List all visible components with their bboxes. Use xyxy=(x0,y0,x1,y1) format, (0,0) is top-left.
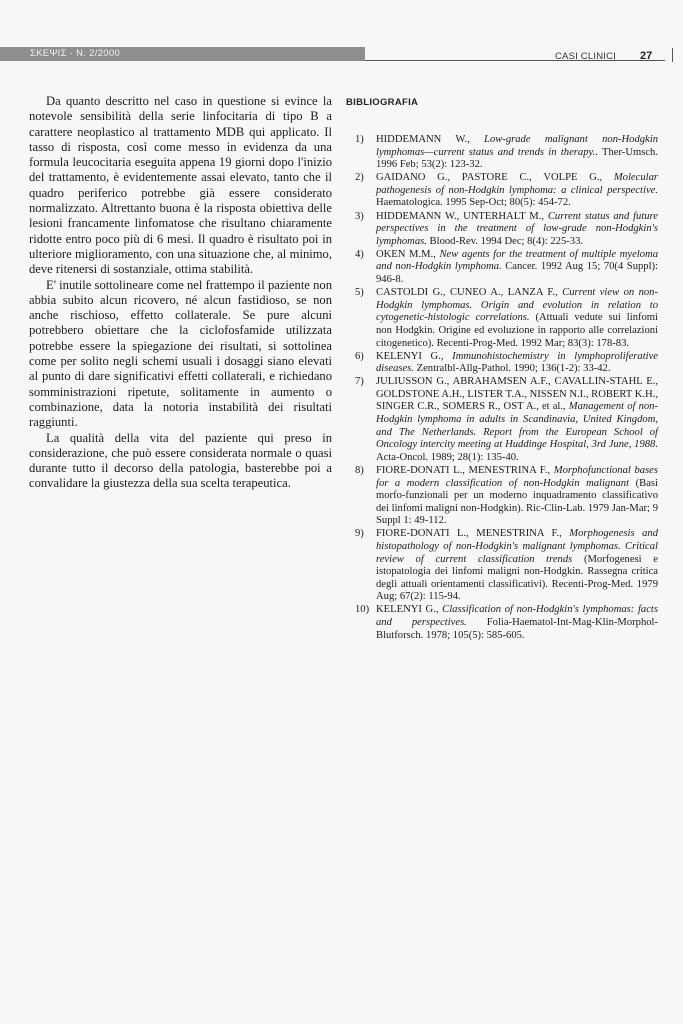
reference-source: . Ther-Umsch. 1996 Feb; 53(2): 123-32. xyxy=(376,146,658,171)
header-edge-mark xyxy=(672,48,673,62)
reference-number: 6) xyxy=(355,350,364,362)
reference-title: Immunohistochemistry in lymphoproliferative diseases. xyxy=(376,350,658,375)
reference-source: Acta-Oncol. 1989; 28(1): 135-40. xyxy=(376,451,519,463)
reference-authors: JULIUSSON G., ABRAHAMSEN A.F., CAVALLIN-STAHL E., GOLDSTONE A.H., LISTER T.A., NISSEN N.I., ROBERT K.H., SINGER C.R., SOMERS R., OST A., et al., xyxy=(376,376,658,413)
reference-item xyxy=(346,134,658,172)
body-text-column xyxy=(29,94,332,492)
reference-item xyxy=(346,172,658,210)
reference-authors: GAIDANO G., PASTORE C., VOLPE G., xyxy=(376,172,614,184)
reference-number: 3) xyxy=(355,210,364,222)
reference-source: Blood-Rev. 1994 Dec; 8(4): 225-33. xyxy=(426,235,584,247)
reference-source: Zentralbl-Allg-Pathol. 1990; 136(1-2): 33-42. xyxy=(413,363,611,375)
reference-source: (Basi morfo-funzionali per un moderno inquadramento classificativo dei linfomi maligni non-Hodgkin). Ric-Clin-Lab. 1979 Jan-Mar; 9 Suppl 1: 49-112. xyxy=(376,477,658,527)
reference-authors: FIORE-DONATI L., MENESTRINA F., xyxy=(376,528,570,540)
reference-title: Current view on non-Hodgkin lymphomas. Origin and evolution in relation to cytogenetic-histologic correlations. xyxy=(376,287,658,324)
reference-source: (Attuali vedute sui linfomi non Hodgkin. Origine ed evoluzione in rapporto alle correlazioni citogenetico). Recenti-Prog-Med. 1992 Mar; 83(3): 178-83. xyxy=(376,312,658,349)
reference-number: 1) xyxy=(355,134,364,145)
bibliography-heading: BIBLIOGRAFIA xyxy=(346,97,419,108)
reference-title: Classification of non-Hodgkin's lymphomas: facts and perspectives. xyxy=(376,604,659,629)
reference-title: Low-grade malignant non-Hodgkin lymphomas—current status and trends in therapy. xyxy=(376,134,658,158)
reference-authors: OKEN M.M., xyxy=(376,248,440,260)
header-rule xyxy=(365,60,665,61)
reference-list xyxy=(346,134,658,642)
reference-number: 4) xyxy=(355,248,364,260)
reference-item xyxy=(346,465,658,528)
reference-item xyxy=(346,376,658,464)
body-paragraph: La qualità della vita del paziente qui preso in considerazione, che può essere considerata normale o quasi durante tutto il decorso della patologia, basterebbe poi a convalidare la giustezza della sua scelta terapeutica. xyxy=(29,430,332,491)
reference-authors: FIORE-DONATI L., MENESTRINA F., xyxy=(376,464,554,476)
body-paragraph: Da quanto descritto nel caso in questione si evince la notevole sensibilità della serie linfocitaria di tipo B a carattere neoplastico al trattamento MDB qui applicato. Il tasso di risposta, così come messo in evidenza da una formula leucocitaria eseguita appena 19 giorni dopo l'inizio del trattamento, è evidentemente assai elevato, tanto che il quadro periferico potrebbe già essere considerato normalizzato. Altrettanto buona è la risposta obiettiva delle lesioni francamente linfomatose che risultano chiaramente ridotte entro poco più di 6 mesi. Il quadro è risultato poi in ulteriore miglioramento, con una situazione che, al minimo, deve ritenersi di sostanziale, ottima stabilità. xyxy=(29,94,332,277)
reference-number: 9) xyxy=(355,528,364,540)
reference-source: Cancer. 1992 Aug 15; 70(4 Suppl): 946-8. xyxy=(376,261,659,286)
bibliography-column xyxy=(346,97,658,643)
reference-title: Morphogenesis and histopathology of non-Hodgkin's malignant lymphomas. Critical review of current classification trends xyxy=(376,528,658,565)
reference-source: Folia-Haematol-Int-Mag-Klin-Morphol-Blutforsch. 1978; 105(5): 585-605. xyxy=(376,617,659,641)
section-title: CASI CLINICI xyxy=(555,51,616,62)
reference-number: 8) xyxy=(355,464,364,476)
reference-title: Morphofunctional bases for a modern classification of non-Hodgkin malignant xyxy=(376,464,658,489)
reference-authors: KELENYI G., xyxy=(376,350,453,362)
reference-title: New agents for the treatment of multiple myeloma and non-Hodgkin lymphoma. xyxy=(376,248,658,273)
body-paragraph: E' inutile sottolineare come nel frattempo il paziente non abbia subito alcun ricovero, né alcun fastidioso, se non anche rischioso, effetto collaterale. Se pure alcuni potrebbero obiettare che la ciclofosfamide utilizzata potrebbe essere la spiegazione dei risultati, si sottolinea come per solito negli schemi usuali i dosaggi siano elevati al punto di dare significativi effetti collaterali, e richiedano somministrazioni ripetute, solitamente in aumento o combinazione, data la notoria instabilità dei risultati raggiunti. xyxy=(29,277,332,430)
reference-item xyxy=(346,287,658,350)
reference-authors: HIDDEMANN W., xyxy=(376,134,485,145)
reference-title: Current status and future perspectives in the treatment of low-grade non-Hodgkin's lymphomas. xyxy=(376,210,658,247)
reference-item xyxy=(346,604,658,642)
reference-authors: CASTOLDI G., CUNEO A., LANZA F., xyxy=(376,287,563,299)
reference-number: 10) xyxy=(355,604,370,616)
reference-title: Management of non-Hodgkin lymphoma in adults in Scandinavia, United Kingdom, and The Netherlands. Report from the European School of Oncology intercity meeting at Huddinge Hospital, 3rd June, 1988. xyxy=(376,401,658,451)
reference-number: 7) xyxy=(355,376,364,388)
reference-item xyxy=(346,211,658,249)
reference-item xyxy=(346,528,658,604)
reference-number: 2) xyxy=(355,172,364,184)
reference-title: Molecular pathogenesis of non-Hodgkin lymphoma: a clinical perspective. xyxy=(376,172,658,196)
reference-item xyxy=(346,351,658,376)
reference-source: Haematologica. 1995 Sep-Oct; 80(5): 454-72. xyxy=(376,197,571,209)
reference-authors: HIDDEMANN W., UNTERHALT M., xyxy=(376,210,548,222)
reference-item xyxy=(346,249,658,287)
page-number: 27 xyxy=(640,50,653,62)
reference-source: (Morfogenesi e istopatologia dei linfomi maligni non-Hodgkin. Rassegna critica degli attuali orientamenti classificativi). Recenti-Prog-Med. 1979 Aug; 67(2): 115-94. xyxy=(376,553,658,603)
journal-title: ΣΚΕΨΙΣ · N. 2/2000 xyxy=(30,48,121,59)
reference-number: 5) xyxy=(355,287,364,299)
reference-authors: KELENYI G., xyxy=(376,604,443,616)
